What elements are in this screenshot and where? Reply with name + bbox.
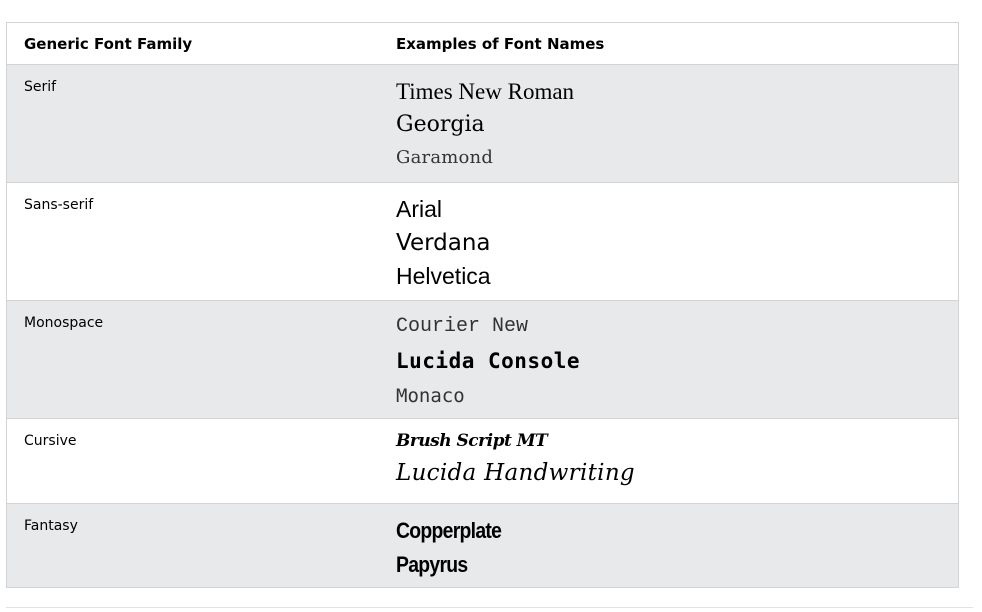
cursive-examples bbox=[396, 429, 635, 493]
table-row-fantasy bbox=[7, 504, 958, 588]
font-example-courier-new: Courier New bbox=[396, 315, 529, 338]
family-name-serif: Serif bbox=[24, 79, 57, 95]
table-row-monospace bbox=[7, 301, 958, 419]
font-example-georgia: Georgia bbox=[396, 112, 485, 137]
header-examples-of-font-names: Examples of Font Names bbox=[396, 35, 605, 53]
table-row-cursive bbox=[7, 419, 958, 504]
font-family-table bbox=[6, 22, 959, 588]
font-example-lucida-handwriting: Lucida Handwriting bbox=[396, 460, 635, 486]
table-row-sans-serif bbox=[7, 183, 958, 301]
font-example-helvetica: Helvetica bbox=[396, 263, 491, 289]
font-example-verdana: Verdana bbox=[396, 230, 491, 256]
family-name-fantasy: Fantasy bbox=[24, 518, 78, 534]
font-example-papyrus: Papyrus bbox=[396, 552, 468, 577]
bottom-divider bbox=[6, 607, 973, 608]
family-name-monospace: Monospace bbox=[24, 315, 104, 331]
font-example-arial: Arial bbox=[396, 196, 443, 222]
fantasy-examples bbox=[396, 514, 516, 582]
font-example-brush-script-mt: Brush Script MT bbox=[396, 431, 548, 451]
table-header-row bbox=[7, 23, 958, 65]
font-example-garamond: Garamond bbox=[396, 147, 494, 168]
monospace-examples bbox=[396, 310, 580, 414]
header-generic-font-family: Generic Font Family bbox=[24, 35, 193, 53]
family-name-cursive: Cursive bbox=[24, 433, 77, 449]
font-example-monaco: Monaco bbox=[396, 385, 465, 407]
font-example-copperplate: Copperplate bbox=[396, 518, 502, 543]
table-row-serif bbox=[7, 65, 958, 183]
serif-examples bbox=[396, 75, 574, 174]
family-name-sans-serif: Sans-serif bbox=[24, 197, 94, 213]
font-example-lucida-console: Lucida Console bbox=[396, 349, 581, 373]
sans-serif-examples bbox=[396, 192, 491, 292]
font-example-times-new-roman: Times New Roman bbox=[396, 79, 575, 104]
